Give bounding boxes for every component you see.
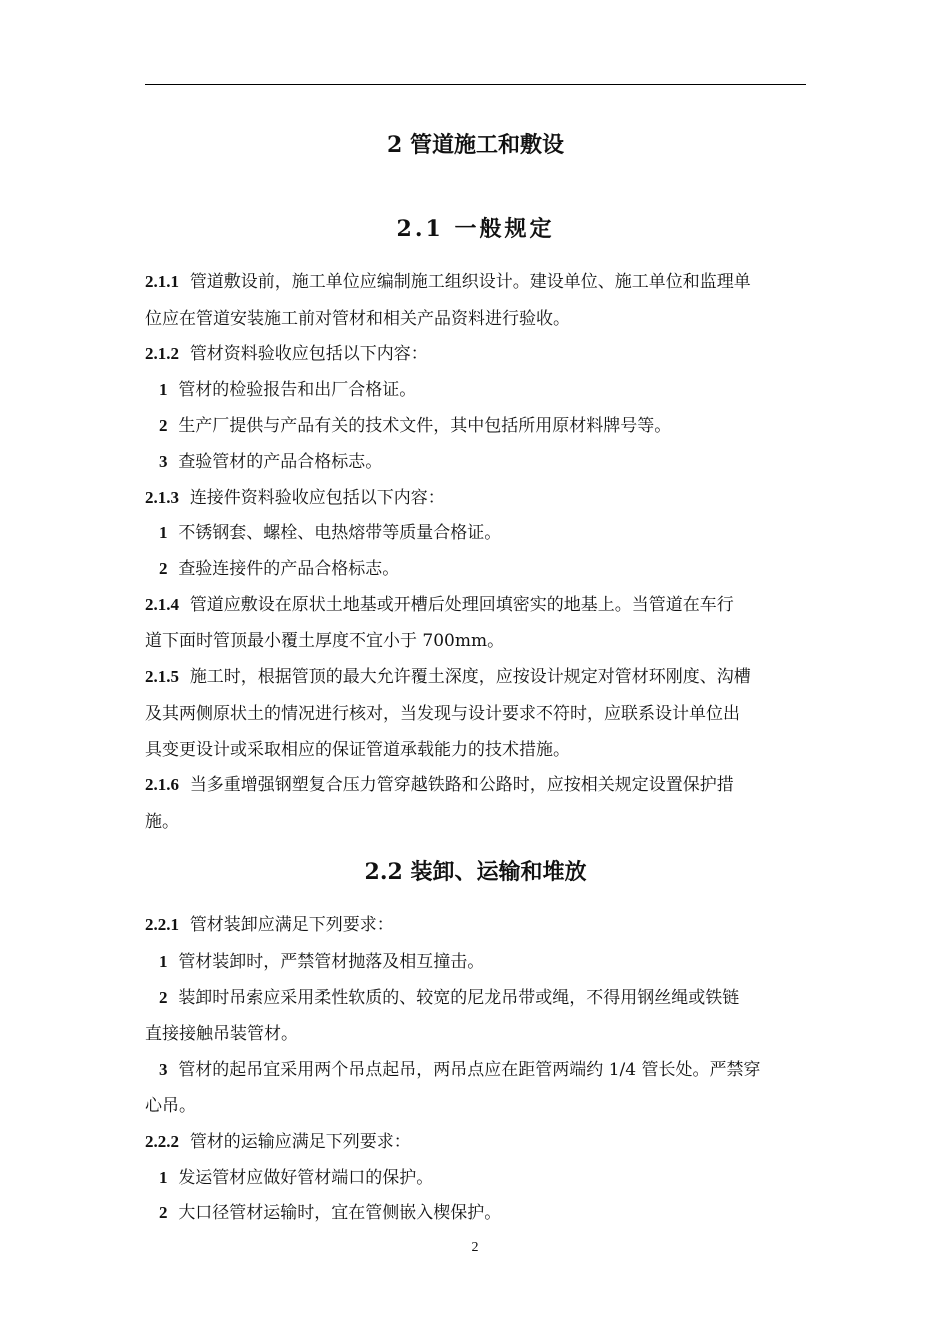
clause-2-2-2 [145,1130,806,1154]
clause-2-1-5 [145,665,806,689]
item-text: 不锈钢套、螺栓、电热熔带等质量合格证。 [178,523,502,543]
clause-number: 2.2.1 [145,915,179,934]
item-number: 1 [159,523,168,542]
clause-number: 2.1.1 [145,272,179,291]
clause-2-1-3 [145,486,806,510]
clause-text: 管道敷设前，施工单位应编制施工组织设计。建设单位、施工单位和监理单 [189,272,751,292]
list-item [145,414,820,438]
list-item [145,1201,820,1225]
clause-2-1-6 [145,773,806,797]
clause-text: 管材资料验收应包括以下内容： [189,344,428,364]
chapter-title: 2 管道施工和敷设 [387,132,564,158]
item-text: 管材的起吊宜采用两个吊点起吊，两吊点应在距管两端约 1/4 管长处。严禁穿 [178,1060,761,1080]
clause-number: 2.1.6 [145,775,179,794]
item-number: 1 [159,1168,168,1187]
list-item [145,378,820,402]
clause-text: 管材的运输应满足下列要求： [189,1132,411,1152]
list-item [145,1058,820,1082]
page-number: 2 [471,1240,479,1255]
section-title-2-2: 2.2 装卸、运输和堆放 [364,859,587,885]
clause-text: 施工时，根据管顶的最大允许覆土深度，应按设计规定对管材环刚度、沟槽 [189,667,751,687]
item-number: 3 [159,1060,168,1079]
list-item [145,1166,820,1190]
item-text: 发运管材应做好管材端口的保护。 [178,1168,434,1188]
item-text: 查验连接件的产品合格标志。 [178,559,400,579]
clause-2-1-2 [145,342,806,366]
clause-number: 2.1.4 [145,595,179,614]
list-item-cont: 直接接触吊装管材。 [145,1024,298,1044]
clause-number: 2.1.2 [145,344,179,363]
list-item [145,557,820,581]
clause-2-1-1 [145,270,806,294]
list-item [145,950,820,974]
clause-2-1-5-cont: 具变更设计或采取相应的保证管道承载能力的技术措施。 [145,740,570,760]
item-text: 大口径管材运输时，宜在管侧嵌入楔保护。 [178,1203,502,1223]
item-number: 3 [159,452,168,471]
item-number: 1 [159,380,168,399]
clause-2-1-1-cont: 位应在管道安装施工前对管材和相关产品资料进行验收。 [145,309,570,329]
clause-2-2-1 [145,913,806,937]
clause-number: 2.2.2 [145,1132,179,1151]
clause-2-1-4-cont: 道下面时管顶最小覆土厚度不宜小于 700mm。 [145,631,505,651]
list-item [145,986,820,1010]
item-text: 管材的检验报告和出厂合格证。 [178,380,417,400]
item-number: 2 [159,416,168,435]
section-title-2-1: 2.1 一般规定 [396,216,555,242]
item-number: 2 [159,1203,168,1222]
clause-number: 2.1.5 [145,667,179,686]
clause-2-1-5-cont: 及其两侧原状土的情况进行核对，当发现与设计要求不符时，应联系设计单位出 [145,704,740,724]
item-number: 2 [159,988,168,1007]
list-item [145,521,820,545]
clause-text: 连接件资料验收应包括以下内容： [189,488,445,508]
header-rule [145,84,806,85]
item-number: 1 [159,952,168,971]
clause-2-1-6-cont: 施。 [145,812,179,832]
list-item [145,450,820,474]
item-text: 查验管材的产品合格标志。 [178,452,383,472]
clause-text: 管道应敷设在原状土地基或开槽后处理回填密实的地基上。当管道在车行 [189,595,734,615]
clause-text: 当多重增强钢塑复合压力管穿越铁路和公路时，应按相关规定设置保护措 [189,775,734,795]
clause-2-1-4 [145,593,806,617]
clause-text: 管材装卸应满足下列要求： [189,915,394,935]
item-text: 管材装卸时，严禁管材抛落及相互撞击。 [178,952,485,972]
item-text: 生产厂提供与产品有关的技术文件，其中包括所用原材料牌号等。 [178,416,672,436]
item-number: 2 [159,559,168,578]
clause-number: 2.1.3 [145,488,179,507]
item-text: 装卸时吊索应采用柔性软质的、较宽的尼龙吊带或绳，不得用钢丝绳或铁链 [178,988,740,1008]
list-item-cont: 心吊。 [145,1096,196,1116]
